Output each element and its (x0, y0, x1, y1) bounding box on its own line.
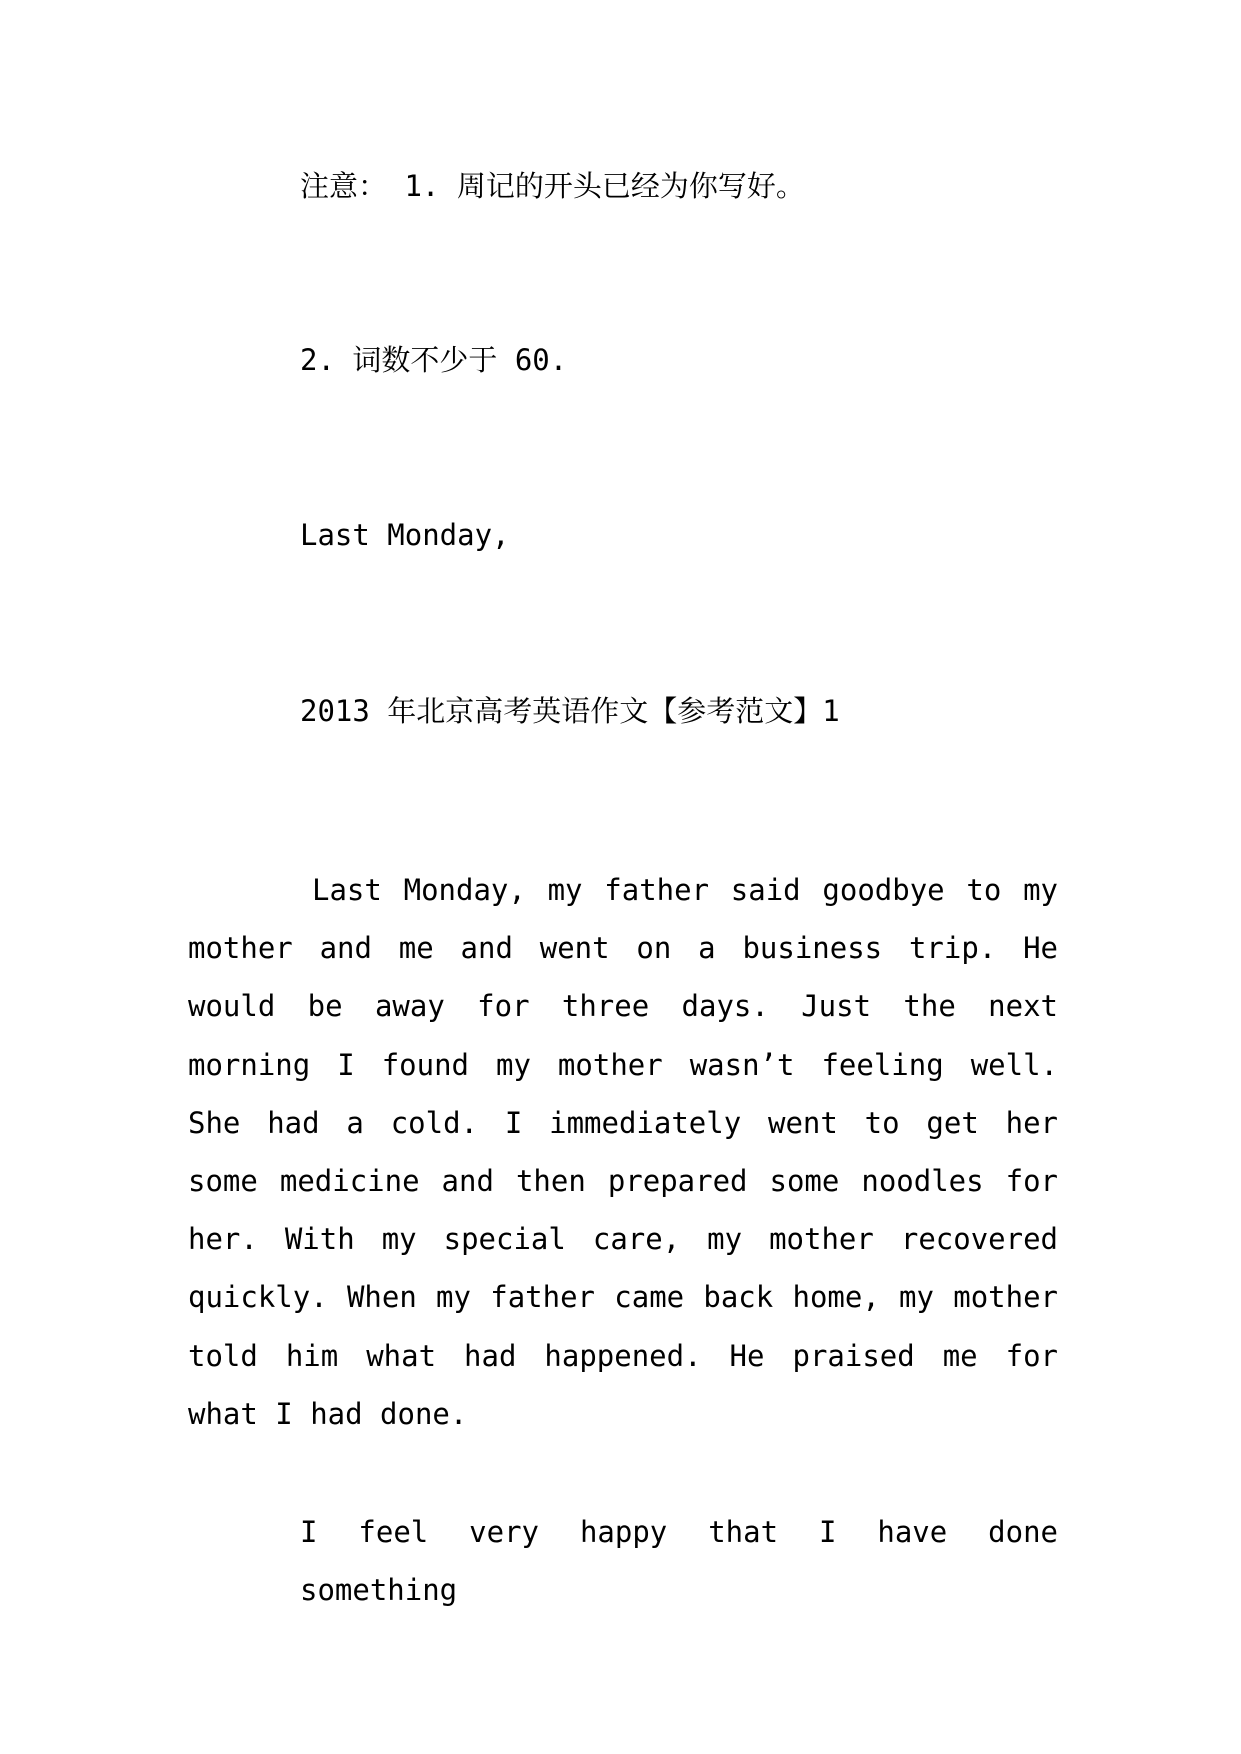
essay-paragraph-1: Last Monday, my father said goodbye to my mother and me and went on a business trip. He would be away for three days. Just the next morning I found my mother wasn’t feeling well. She had a cold. I immediately went to get her some medicine and then prepared some noodles for her. With my special care, my mother recovered quickly. When my father came back home, my mother told him what had happened. He praised me for what I had done. (188, 873, 1058, 1431)
note-line-2: 2. 词数不少于 60. (300, 343, 568, 377)
essay-paragraph-2: I feel very happy that I have done something (300, 1515, 1058, 1608)
essay-heading: 2013 年北京高考英语作文【参考范文】1 (300, 694, 840, 728)
note-line-1: 注意： 1. 周记的开头已经为你写好。 (300, 169, 805, 203)
diary-opening-line: Last Monday, (300, 518, 510, 552)
